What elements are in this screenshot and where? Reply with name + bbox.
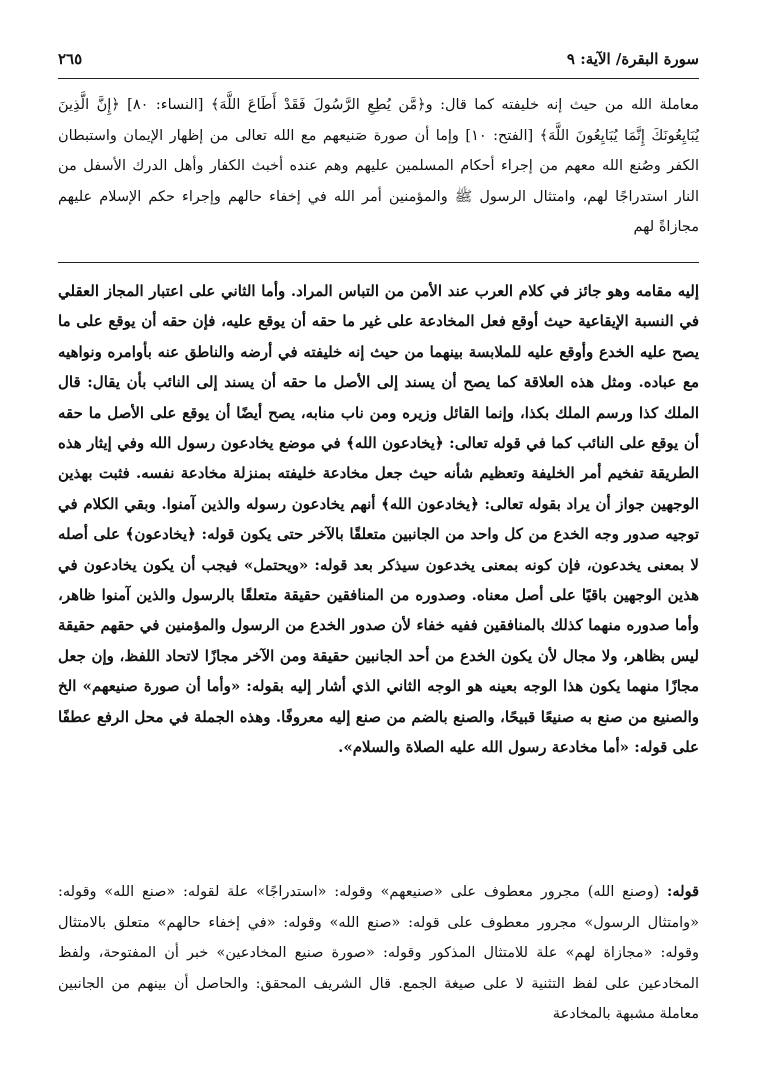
page-number: ٢٦٥: [58, 50, 83, 68]
gloss-text: (وصنع الله) مجرور معطوف على «صنيعهم» وقوله: «استدراجًا» علة لقوله: «صنع الله» وقوله: «وامتثال الرسول» مجرور معطوف على قوله: «صنع الله» وقوله: «في إخفاء حالهم» متعلق بالامتثال وقوله: «مجازاة لهم» علة للامتثال المذكور وقوله: «صورة صنيع المخادعين» خبر أن المفتوحة، ولفظ المخادعين على لفظ التثنية لا على صيغة الجمع. قال الشريف المحقق: والحاصل أن بينهم من الجانبين معاملة مشبهة بالمخادعة: [58, 884, 699, 1022]
main-commentary: [58, 276, 699, 763]
gloss-notes: [58, 877, 699, 1030]
gloss-paragraph: [58, 877, 699, 1030]
running-header: [58, 44, 699, 79]
main-commentary-text: إليه مقامه وهو جائز في كلام العرب عند الأمن من التباس المراد. وأما الثاني على اعتبار المجاز العقلي في النسبة الإيقاعية حيث أوقع فعل المخادعة على غير ما حقه أن يوقع عليه، فإن حقه أن يوقع على ما يصح عليه الخدع وأوقع عليه للملابسة بينهما من حيث إنه خليفته في أرضه والناطق عنه بأوامره ونواهيه مع عباده. ومثل هذه العلاقة كما يصح أن يسند إلى الأصل ما حقه أن يسند إلى النائب بأن يقال: قال الملك كذا ورسم الملك بكذا، وإنما القائل وزيره ومن ناب منابه، يصح أيضًا أن يوقع على الأصل ما حقه أن يوقع على النائب كما في قوله تعالى: ﴿يخادعون الله﴾ في موضع يخادعون رسول الله وفي إيثار هذه الطريقة تفخيم أمر الخليفة وتعظيم شأنه حيث جعل مخادعة خليفته بمنزلة مخادعة نفسه. فثبت بهذين الوجهين جواز أن يراد بقوله تعالى: ﴿يخادعون الله﴾ أنهم يخادعون رسوله والذين آمنوا. وبقي الكلام في توجيه صدور وجه الخدع من كل واحد من الجانبين متعلقًا بالآخر حتى يكون قوله: ﴿يخادعون﴾ على أصله لا بمعنى يخدعون، فإن كونه بمعنى يخدعون سيذكر بعد قوله: «ويحتمل» فيجب أن يكون يخادعون في هذين الوجهين باقيًا على أصل معناه. وصدوره من المنافقين حقيقة متعلقًا بالرسول والذين آمنوا ظاهر، وأما صدوره منهما كذلك بالمنافقين ففيه خفاء لأن صدور الخدع من الرسول والمؤمنين في حقهم حقيقة ليس بظاهر، ولا مجال لأن يكون الخدع من أحد الجانبين حقيقة ومن الآخر مجازًا لاتحاد اللفظ، وإن جعل مجازًا منهما يكون هذا الوجه بعينه هو الوجه الثاني الذي أشار إليه بقوله: «وأما أن صورة صنيعهم» الخ والصنيع من صنع به صنيعًا قبيحًا، والصنع بالضم من صنع إليه معروفًا. وهذه الجملة في محل الرفع عطفًا على قوله: «أما مخادعة رسول الله عليه الصلاة والسلام».: [58, 282, 700, 757]
gloss-label: قوله:: [667, 883, 700, 900]
quoted-commentary: [58, 90, 699, 243]
header-title: سورة البقرة/ الآية: ٩: [566, 50, 699, 68]
quoted-commentary-text: معاملة الله من حيث إنه خليفته كما قال: و﴿مَّن يُطِعِ الرَّسُولَ فَقَدْ أَطَاعَ اللَّهَ﴾ [النساء: ٨٠] ﴿إِنَّ الَّذِينَ يُبَايِعُونَكَ إِنَّمَا يُبَايِعُونَ اللَّهَ﴾ [الفتح: ١٠] وإما أن صورة صَنيعهم مع الله تعالى من إظهار الإيمان واستبطان الكفر وصُنع الله معهم من إجراء أحكام المسلمين عليهم وهم عنده أخبث الكفار وأهل الدرك الأسفل من النار استدراجًا لهم، وامتثال الرسول ﷺ والمؤمنين أمر الله في إخفاء حالهم وإجراء حكم الإسلام عليهم مجازاةً لهم: [58, 97, 700, 235]
section-divider: [58, 262, 699, 263]
